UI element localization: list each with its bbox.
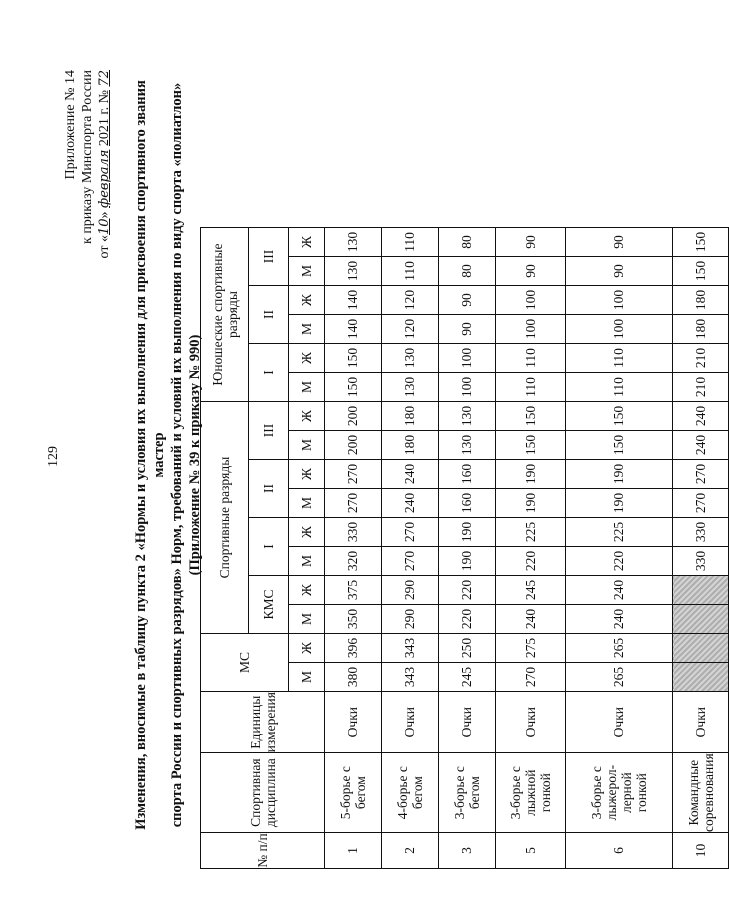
cell-value: 100 [566, 286, 673, 315]
cell-value: 150 [496, 431, 566, 460]
cell-value: 190 [439, 547, 496, 576]
cell-value: 150 [566, 431, 673, 460]
header-female: Ж [289, 286, 325, 315]
cell-value: 245 [439, 663, 496, 692]
header-female: Ж [289, 344, 325, 373]
cell-value: 160 [439, 460, 496, 489]
date-month: февраля [97, 149, 112, 208]
cell-value: 320 [325, 547, 382, 576]
header-male: М [289, 489, 325, 518]
cell-value: 180 [673, 315, 729, 344]
row-unit: Очки [325, 692, 382, 753]
cell-value: 330 [325, 518, 382, 547]
cell-value: 130 [382, 344, 439, 373]
cell-value: 265 [566, 663, 673, 692]
cell-value: 200 [325, 431, 382, 460]
row-number: 5 [496, 833, 566, 869]
row-number: 6 [566, 833, 673, 869]
row-unit: Очки [496, 692, 566, 753]
header-male: М [289, 431, 325, 460]
cell-value: 240 [496, 605, 566, 634]
title-line-3: (Приложение № 39 к приказу № 990) [187, 334, 203, 576]
cell-value: 240 [673, 431, 729, 460]
title-line-1: Изменения, вносимые в таблицу пункта 2 «Нормы и условия их выполнения для присвоения спортивного звания мастер [133, 80, 167, 830]
row-discipline: 3-борье с бегом [439, 753, 496, 833]
cell-value: 150 [325, 373, 382, 402]
row-number: 1 [325, 833, 382, 869]
cell-value: 190 [566, 460, 673, 489]
cell-value: 90 [496, 257, 566, 286]
cell-value: 240 [566, 605, 673, 634]
row-number: 3 [439, 833, 496, 869]
cell-value: 130 [382, 373, 439, 402]
header-discipline: Спортивная дисциплина [201, 753, 325, 833]
date-mid: » [97, 211, 112, 219]
cell-value: 150 [673, 257, 729, 286]
date-prefix: от « [97, 235, 112, 259]
cell-value: 200 [325, 402, 382, 431]
cell-value: 120 [382, 315, 439, 344]
cell-value: 110 [496, 373, 566, 402]
cell-value: 150 [566, 402, 673, 431]
cell-value: 90 [439, 315, 496, 344]
cell-value: 380 [325, 663, 382, 692]
header-rank-1: I [249, 518, 289, 576]
appendix-number: Приложение № 14 [63, 70, 78, 180]
document-title [132, 75, 204, 835]
cell-value: 130 [325, 257, 382, 286]
appendix-order-ref: к приказу Минспорта России [80, 70, 95, 244]
cell-value: 245 [496, 576, 566, 605]
order-number: 72 [97, 70, 112, 87]
header-sport-ranks: Спортивные разряды [201, 402, 249, 634]
cell-value: 270 [673, 489, 729, 518]
cell-value: 130 [439, 431, 496, 460]
header-female: Ж [289, 518, 325, 547]
cell-value: 150 [673, 228, 729, 257]
appendix-block [62, 70, 113, 258]
table-row [673, 228, 729, 869]
date-year: 2021 г. № [97, 90, 112, 147]
header-youth-rank-2: II [249, 286, 289, 344]
cell-empty-hatched [673, 634, 729, 663]
cell-value: 265 [566, 634, 673, 663]
cell-value: 180 [673, 286, 729, 315]
cell-value: 220 [439, 605, 496, 634]
header-female: Ж [289, 228, 325, 257]
cell-value: 90 [496, 228, 566, 257]
cell-value: 120 [382, 286, 439, 315]
row-number: 10 [673, 833, 729, 869]
header-female: Ж [289, 402, 325, 431]
cell-value: 110 [496, 344, 566, 373]
cell-value: 110 [566, 344, 673, 373]
cell-value: 110 [382, 228, 439, 257]
header-youth-ranks: Юношеские спортивные разряды [201, 228, 249, 402]
header-male: М [289, 663, 325, 692]
table-row [325, 228, 382, 869]
cell-empty-hatched [673, 663, 729, 692]
title-line-2: спорта России и спортивных разрядов» Норм, требований и условий их выполнения по виду спорта «полиатлон» [169, 82, 185, 828]
cell-value: 220 [496, 547, 566, 576]
cell-value: 330 [673, 547, 729, 576]
cell-value: 270 [496, 663, 566, 692]
cell-value: 190 [496, 489, 566, 518]
cell-value: 240 [382, 460, 439, 489]
header-male: М [289, 373, 325, 402]
row-unit: Очки [566, 692, 673, 753]
date-day: 10 [97, 218, 112, 236]
cell-value: 343 [382, 663, 439, 692]
cell-value: 343 [382, 634, 439, 663]
header-rank-2: II [249, 460, 289, 518]
table-row [382, 228, 439, 869]
cell-value: 100 [439, 373, 496, 402]
cell-value: 275 [496, 634, 566, 663]
cell-value: 110 [382, 257, 439, 286]
cell-value: 240 [566, 576, 673, 605]
cell-value: 180 [382, 402, 439, 431]
table-row [439, 228, 496, 869]
cell-value: 225 [566, 518, 673, 547]
header-female: Ж [289, 634, 325, 663]
cell-value: 190 [496, 460, 566, 489]
norms-table [200, 227, 729, 869]
cell-value: 290 [382, 605, 439, 634]
cell-value: 100 [496, 286, 566, 315]
header-rank-3: III [249, 402, 289, 460]
cell-value: 396 [325, 634, 382, 663]
cell-value: 100 [439, 344, 496, 373]
cell-value: 80 [439, 257, 496, 286]
cell-value: 270 [382, 547, 439, 576]
row-discipline: Командные соревнования [673, 753, 729, 833]
cell-value: 80 [439, 228, 496, 257]
cell-value: 130 [439, 402, 496, 431]
table-row [496, 228, 566, 869]
header-ms: МС [201, 634, 289, 692]
table-row [566, 228, 673, 869]
header-male: М [289, 315, 325, 344]
cell-empty-hatched [673, 605, 729, 634]
cell-value: 270 [325, 489, 382, 518]
row-discipline: 5-борье с бегом [325, 753, 382, 833]
cell-value: 140 [325, 286, 382, 315]
cell-value: 225 [496, 518, 566, 547]
header-units: Единицы измерения [201, 692, 325, 753]
cell-value: 220 [566, 547, 673, 576]
cell-value: 210 [673, 373, 729, 402]
cell-value: 100 [566, 315, 673, 344]
cell-value: 190 [566, 489, 673, 518]
cell-value: 90 [439, 286, 496, 315]
header-num: № п/п [201, 833, 325, 869]
cell-value: 270 [673, 460, 729, 489]
row-discipline: 3-борье с лыжерол-лерной гонкой [566, 753, 673, 833]
cell-value: 330 [673, 518, 729, 547]
header-male: М [289, 257, 325, 286]
row-number: 2 [382, 833, 439, 869]
cell-value: 90 [566, 257, 673, 286]
row-discipline: 4-борье с бегом [382, 753, 439, 833]
cell-value: 190 [439, 518, 496, 547]
cell-value: 220 [439, 576, 496, 605]
header-male: М [289, 547, 325, 576]
header-youth-rank-1: I [249, 344, 289, 402]
cell-value: 140 [325, 315, 382, 344]
header-male: М [289, 605, 325, 634]
header-female: Ж [289, 460, 325, 489]
cell-empty-hatched [673, 576, 729, 605]
cell-value: 130 [325, 228, 382, 257]
cell-value: 290 [382, 576, 439, 605]
cell-value: 270 [325, 460, 382, 489]
cell-value: 250 [439, 634, 496, 663]
header-female: Ж [289, 576, 325, 605]
cell-value: 160 [439, 489, 496, 518]
cell-value: 270 [382, 518, 439, 547]
row-unit: Очки [439, 692, 496, 753]
cell-value: 90 [566, 228, 673, 257]
cell-value: 150 [496, 402, 566, 431]
row-unit: Очки [382, 692, 439, 753]
header-youth-rank-3: III [249, 228, 289, 286]
cell-value: 350 [325, 605, 382, 634]
cell-value: 110 [566, 373, 673, 402]
appendix-date-line [96, 70, 113, 258]
header-kms: КМС [249, 576, 289, 634]
row-discipline: 3-борье с лыжной гонкой [496, 753, 566, 833]
cell-value: 150 [325, 344, 382, 373]
page-number: 129 [46, 446, 61, 467]
cell-value: 210 [673, 344, 729, 373]
cell-value: 375 [325, 576, 382, 605]
cell-value: 180 [382, 431, 439, 460]
cell-value: 100 [496, 315, 566, 344]
cell-value: 240 [382, 489, 439, 518]
row-unit: Очки [673, 692, 729, 753]
cell-value: 240 [673, 402, 729, 431]
